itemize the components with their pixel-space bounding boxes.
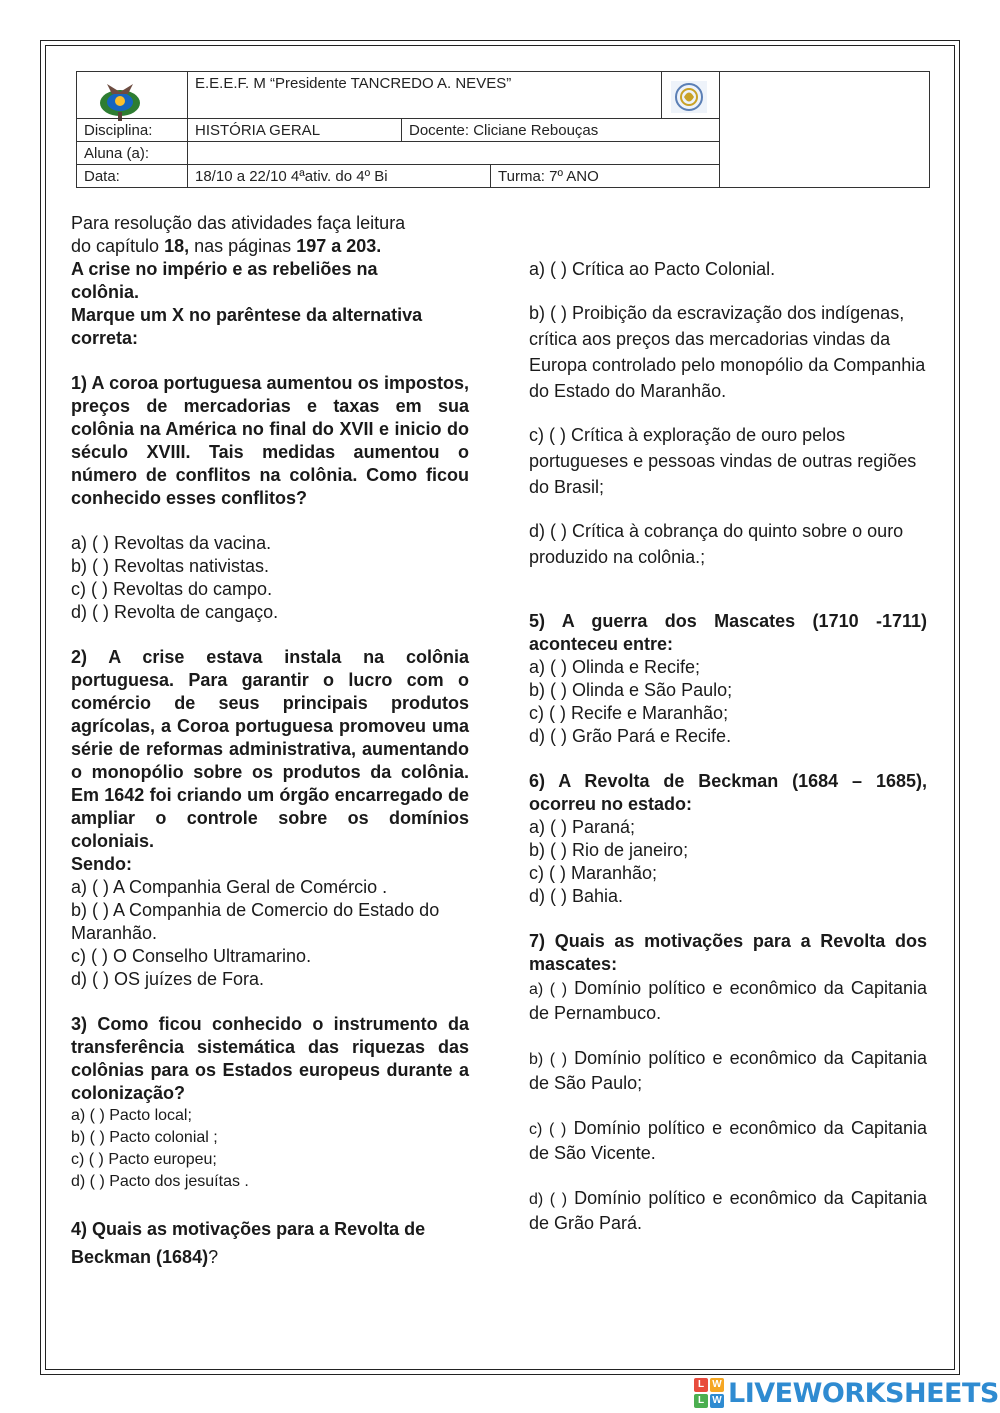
left-column (71, 212, 469, 1271)
disciplina-label: Disciplina: (76, 118, 188, 142)
q6-option-d[interactable]: d) ( ) Bahia. (529, 886, 624, 906)
header-table (76, 71, 930, 188)
q1-option-c[interactable]: c) ( ) Revoltas do campo. (71, 579, 273, 599)
q2-option-d[interactable]: d) ( ) OS juízes de Fora. (71, 969, 265, 989)
q5-option-b[interactable]: b) ( ) Olinda e São Paulo; (529, 680, 733, 700)
q5-option-c[interactable]: c) ( ) Recife e Maranhão; (529, 703, 729, 723)
turma: Turma: 7º ANO (490, 164, 720, 188)
q1-option-b[interactable]: b) ( ) Revoltas nativistas. (71, 556, 270, 576)
q4-option-b[interactable]: b) ( ) Proibição da escravização dos indígenas, crítica aos preços das mercadorias vindas da Europa controlado pelo monopólio da Companhia do Estado do Maranhão. (529, 303, 926, 401)
data-value: 18/10 a 22/10 4ªativ. do 4º Bi (187, 164, 491, 188)
q7-option-a[interactable]: a) ( ) Domínio político e econômico da Capitania de Pernambuco. (529, 978, 927, 1023)
instruction-2: correta: (71, 328, 139, 348)
topic-title-2: colônia. (71, 282, 140, 302)
q2-option-a[interactable]: a) ( ) A Companhia Geral de Comércio . (71, 877, 388, 897)
logo-cell (661, 71, 720, 119)
q2-option-b[interactable]: b) ( ) A Companhia de Comercio do Estado do Maranhão. (71, 900, 440, 943)
question-7: 7) Quais as motivações para a Revolta dos mascates: (529, 931, 927, 974)
q3-option-c[interactable]: c) ( ) Pacto europeu; (71, 1151, 217, 1168)
q4-option-c[interactable]: c) ( ) Crítica à exploração de ouro pelos portugueses e pessoas vindas de outras regiões do Brasil; (529, 425, 917, 497)
q5-option-d[interactable]: d) ( ) Grão Pará e Recife. (529, 726, 732, 746)
question-5: 5) A guerra dos Mascates (1710 -1711) aconteceu entre: (529, 611, 927, 654)
liveworksheets-logo-icon: L W L W (694, 1378, 724, 1408)
q1-option-d[interactable]: d) ( ) Revolta de cangaço. (71, 602, 279, 622)
right-column (529, 256, 927, 1236)
q1-option-a[interactable]: a) ( ) Revoltas da vacina. (71, 533, 272, 553)
liveworksheets-wordmark: LIVEWORKSHEETS (728, 1377, 999, 1409)
q7-option-b[interactable]: b) ( ) Domínio político e econômico da Capitania de São Paulo; (529, 1048, 927, 1093)
question-6: 6) A Revolta de Beckman (1684 – 1685), ocorreu no estado: (529, 771, 927, 814)
docente: Docente: Cliciane Rebouças (401, 118, 720, 142)
q4-option-d[interactable]: d) ( ) Crítica à cobrança do quinto sobre o ouro produzido na colônia.; (529, 521, 904, 567)
liveworksheets-brand[interactable] (694, 1376, 999, 1410)
q5-option-a[interactable]: a) ( ) Olinda e Recife; (529, 657, 701, 677)
q3-option-d[interactable]: d) ( ) Pacto dos jesuítas . (71, 1173, 249, 1190)
q3-option-b[interactable]: b) ( ) Pacto colonial ; (71, 1129, 218, 1146)
blank-cell (719, 71, 930, 188)
q6-option-b[interactable]: b) ( ) Rio de janeiro; (529, 840, 689, 860)
q6-option-c[interactable]: c) ( ) Maranhão; (529, 863, 658, 883)
question-3: 3) Como ficou conhecido o instrumento da transferência sistemática das riquezas das colônias para os Estados europeus durante a colonização? (71, 1014, 469, 1103)
question-4: 4) Quais as motivações para a Revolta de Beckman (1684)? (71, 1219, 426, 1267)
institution-seal-icon (670, 80, 708, 114)
school-crest-cell (76, 71, 188, 119)
aluna-label: Aluna (a): (76, 141, 188, 165)
question-2-end: Sendo: (71, 854, 132, 874)
topic-title-1: A crise no império e as rebeliões na (71, 259, 378, 279)
school-crest-icon (95, 78, 145, 122)
q6-option-a[interactable]: a) ( ) Paraná; (529, 817, 636, 837)
question-1: 1) A coroa portuguesa aumentou os impostos, preços de mercadorias e taxas em sua colônia na América no final do XVII e inicio do século XVIII. Tais medidas aumentou o número de conflitos na colônia. Como ficou conhecido esses conflitos? (71, 373, 469, 508)
disciplina-value: HISTÓRIA GERAL (187, 118, 402, 142)
intro-line-1: Para resolução das atividades faça leitura (71, 213, 406, 233)
q4-option-a[interactable]: a) ( ) Crítica ao Pacto Colonial. (529, 259, 776, 279)
aluna-name-field[interactable] (187, 141, 720, 165)
q3-option-a[interactable]: a) ( ) Pacto local; (71, 1107, 192, 1124)
instruction-1: Marque um X no parêntese da alternativa (71, 305, 423, 325)
intro-line-2: do capítulo 18, nas páginas 197 a 203. (71, 236, 382, 256)
data-label: Data: (76, 164, 188, 188)
question-2: 2) A crise estava instala na colônia portuguesa. Para garantir o lucro com o comércio de seus principais produtos agrícolas, a Coroa portuguesa promoveu uma série de reformas administrativa, aumentando o monopólio sobre os produtos da colônia. Em 1642 foi criando um órgão encarregado de ampliar o controle sobre os domínios coloniais. (71, 647, 469, 851)
q7-option-d[interactable]: d) ( ) Domínio político e econômico da Capitania de Grão Pará. (529, 1188, 927, 1233)
school-name: E.E.E.F. M “Presidente TANCREDO A. NEVES” (187, 71, 662, 119)
q2-option-c[interactable]: c) ( ) O Conselho Ultramarino. (71, 946, 312, 966)
q7-option-c[interactable]: c) ( ) Domínio político e econômico da Capitania de São Vicente. (529, 1118, 927, 1163)
